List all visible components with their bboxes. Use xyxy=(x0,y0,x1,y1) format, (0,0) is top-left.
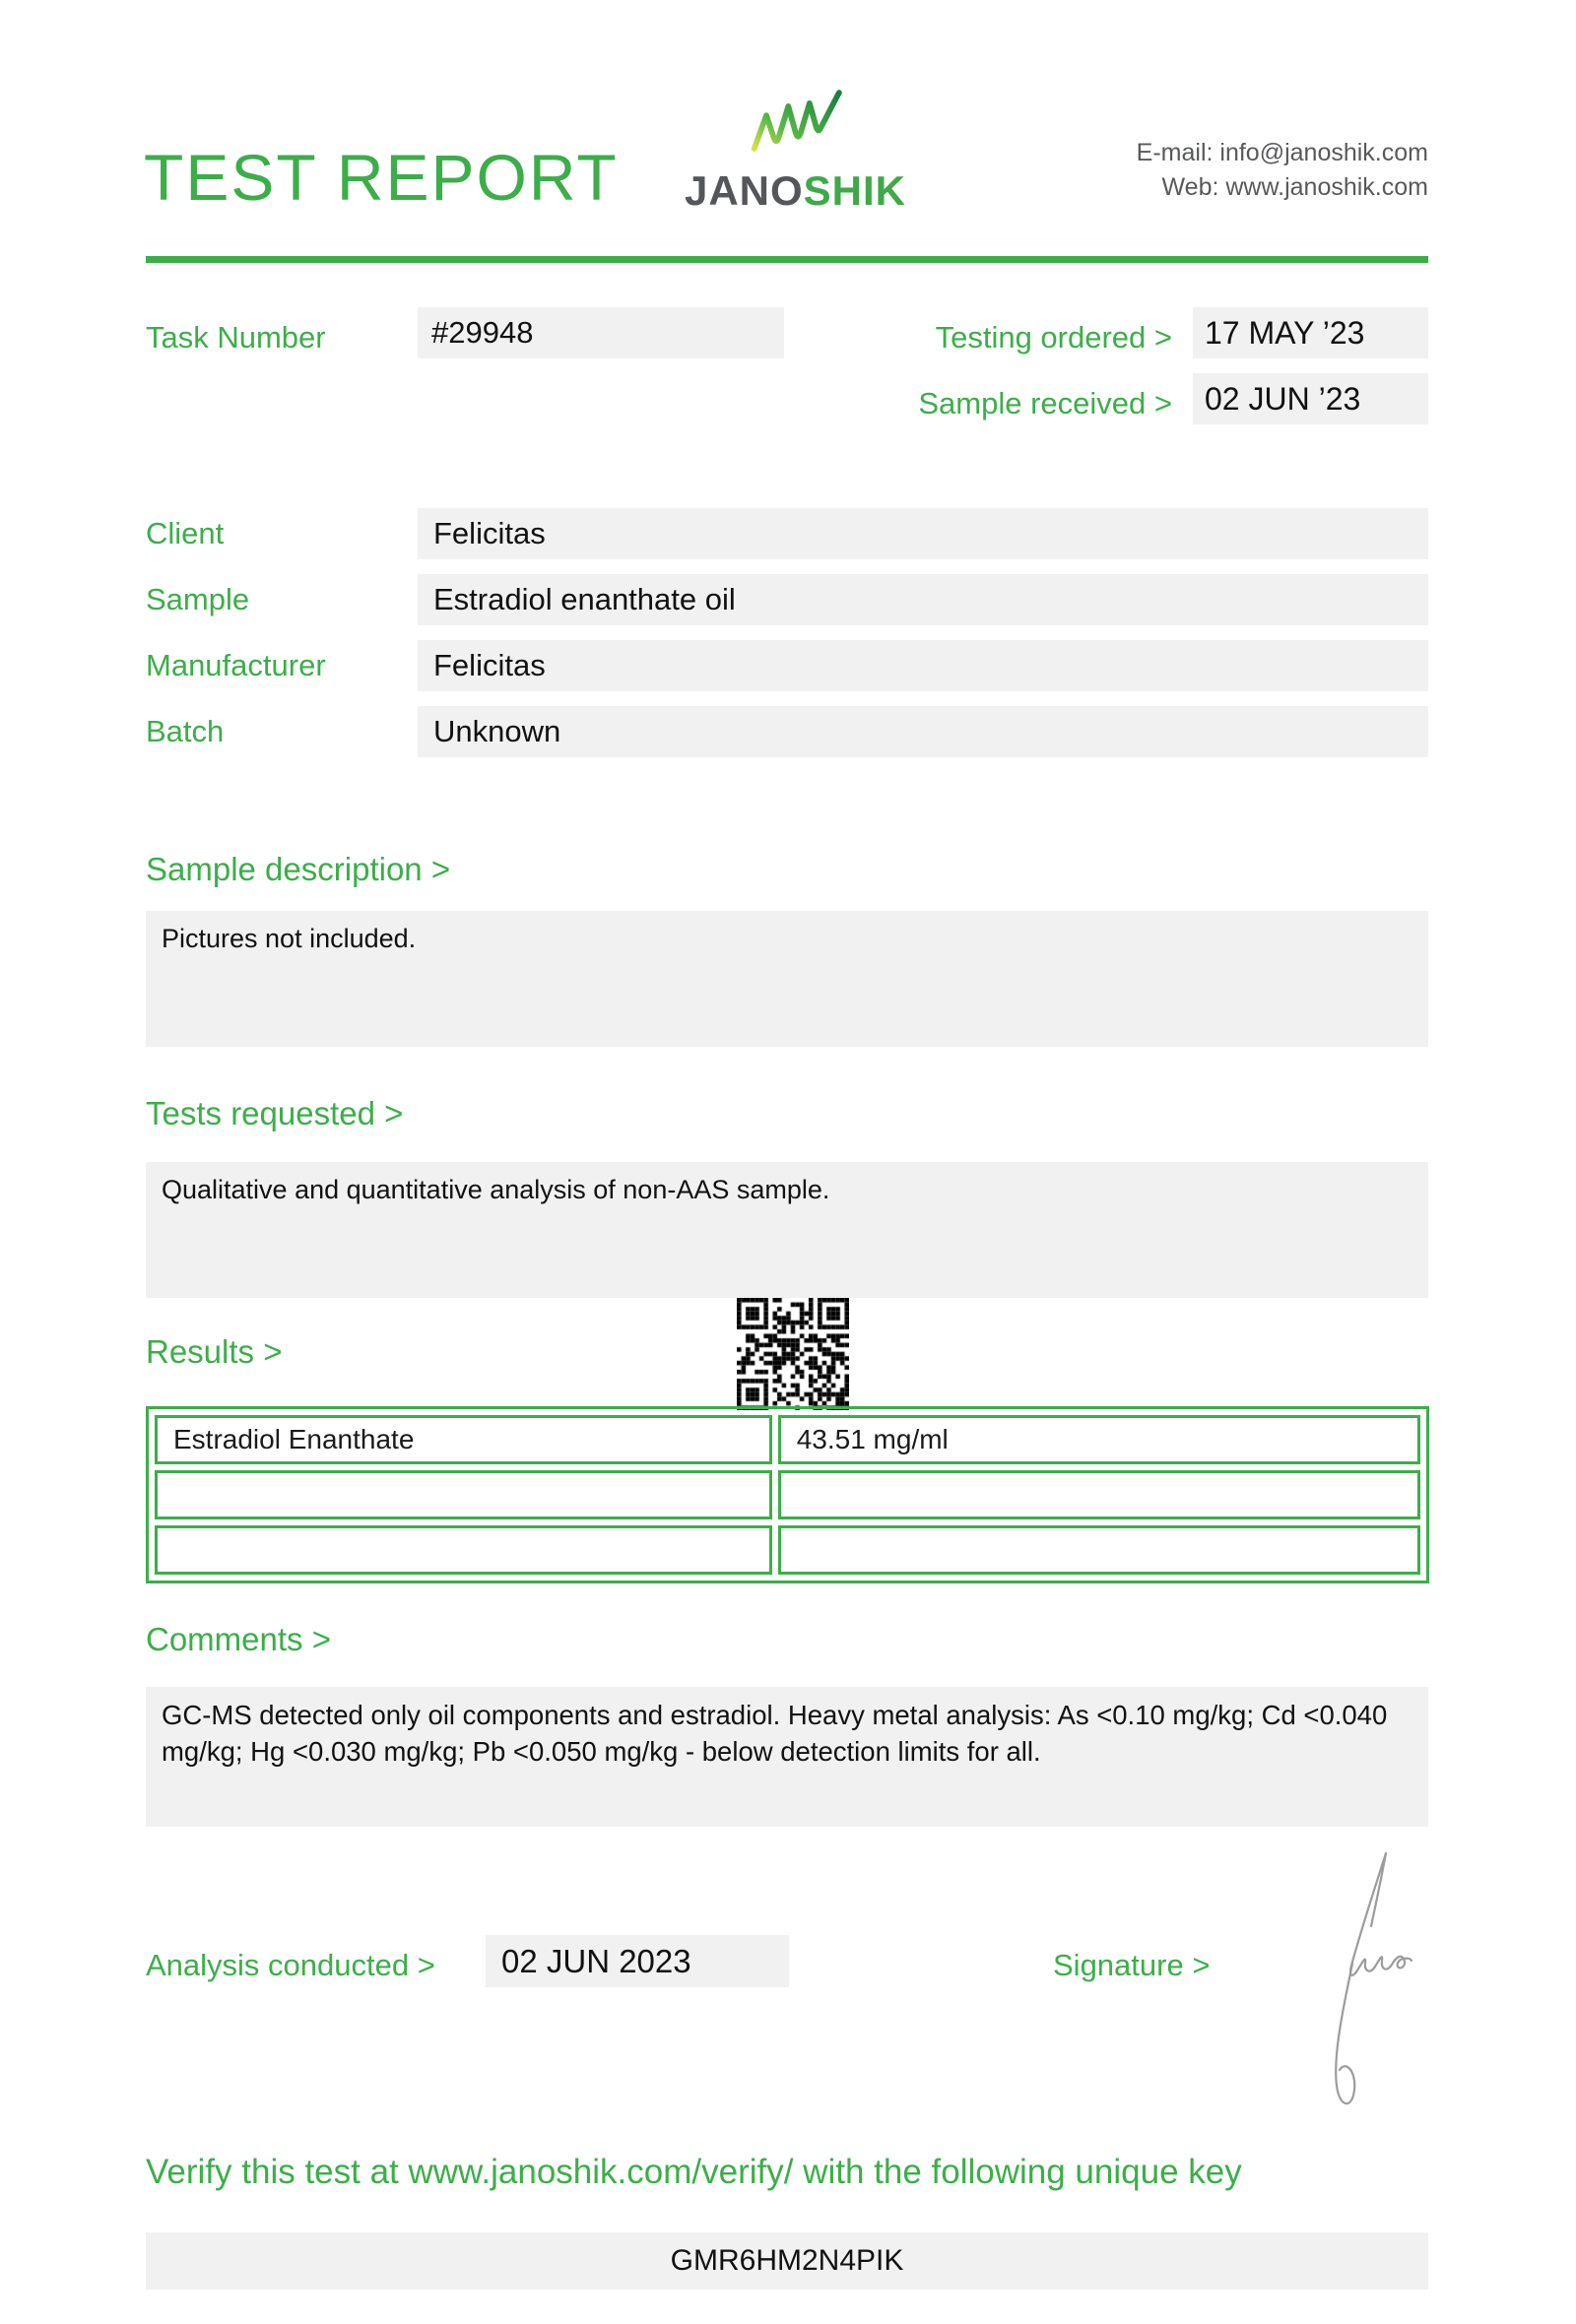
qr-code xyxy=(737,1298,849,1410)
manufacturer-label: Manufacturer xyxy=(146,648,326,682)
sample-value: Estradiol enanthate oil xyxy=(418,574,1428,625)
brand-name-jano: JANO xyxy=(684,167,804,214)
tests-requested-heading: Tests requested > xyxy=(146,1095,404,1131)
result-value xyxy=(778,1470,1420,1519)
comments-heading: Comments > xyxy=(146,1621,331,1657)
testing-ordered-value: 17 MAY ’23 xyxy=(1193,307,1428,358)
sample-received-label: Sample received > xyxy=(918,386,1172,420)
task-number-value: #29948 xyxy=(418,307,784,358)
sample-label: Sample xyxy=(146,582,250,616)
result-substance: Estradiol Enanthate xyxy=(155,1415,772,1464)
page-title: TEST REPORT xyxy=(144,141,619,214)
brand-name xyxy=(680,167,911,215)
result-value: 43.51 mg/ml xyxy=(778,1415,1420,1464)
brand-name-shik: SHIK xyxy=(803,167,907,214)
results-heading: Results > xyxy=(146,1333,283,1370)
task-number-label: Task Number xyxy=(146,320,326,355)
analysis-conducted-label: Analysis conducted > xyxy=(146,1948,435,1982)
analysis-conducted-value: 02 JUN 2023 xyxy=(486,1935,789,1987)
header-divider xyxy=(146,256,1428,263)
testing-ordered-label: Testing ordered > xyxy=(935,320,1172,355)
batch-label: Batch xyxy=(146,714,225,748)
tests-requested-box: Qualitative and quantitative analysis of non-AAS sample. xyxy=(146,1162,1428,1298)
result-row xyxy=(155,1470,1420,1519)
result-row xyxy=(155,1415,1420,1464)
batch-value: Unknown xyxy=(418,706,1428,757)
results-table xyxy=(146,1406,1429,1583)
result-row xyxy=(155,1525,1420,1575)
client-value: Felicitas xyxy=(418,508,1428,559)
verify-instruction: Verify this test at www.janoshik.com/verify/ with the following unique key xyxy=(146,2153,1242,2191)
signature-image xyxy=(1261,1840,1448,2130)
manufacturer-value: Felicitas xyxy=(418,640,1428,691)
result-value xyxy=(778,1525,1420,1575)
chart-growth-icon xyxy=(747,81,845,167)
brand-logo xyxy=(680,81,911,215)
sample-description-box: Pictures not included. xyxy=(146,911,1428,1047)
contact-email: E-mail: info@janoshik.com xyxy=(1136,139,1428,166)
sample-description-heading: Sample description > xyxy=(146,851,451,887)
client-label: Client xyxy=(146,516,225,550)
result-substance xyxy=(155,1470,772,1519)
contact-block xyxy=(1137,136,1428,205)
result-substance xyxy=(155,1525,772,1575)
contact-web: Web: www.janoshik.com xyxy=(1161,173,1428,201)
sample-received-value: 02 JUN ’23 xyxy=(1193,373,1428,424)
signature-label: Signature > xyxy=(1053,1948,1211,1982)
comments-box: GC-MS detected only oil components and estradiol. Heavy metal analysis: As <0.10 mg/kg; Cd <0.040 mg/kg; Hg <0.030 mg/kg; Pb <0.050 mg/kg - below detection limits for all. xyxy=(146,1687,1428,1827)
unique-key: GMR6HM2N4PIK xyxy=(146,2232,1428,2290)
